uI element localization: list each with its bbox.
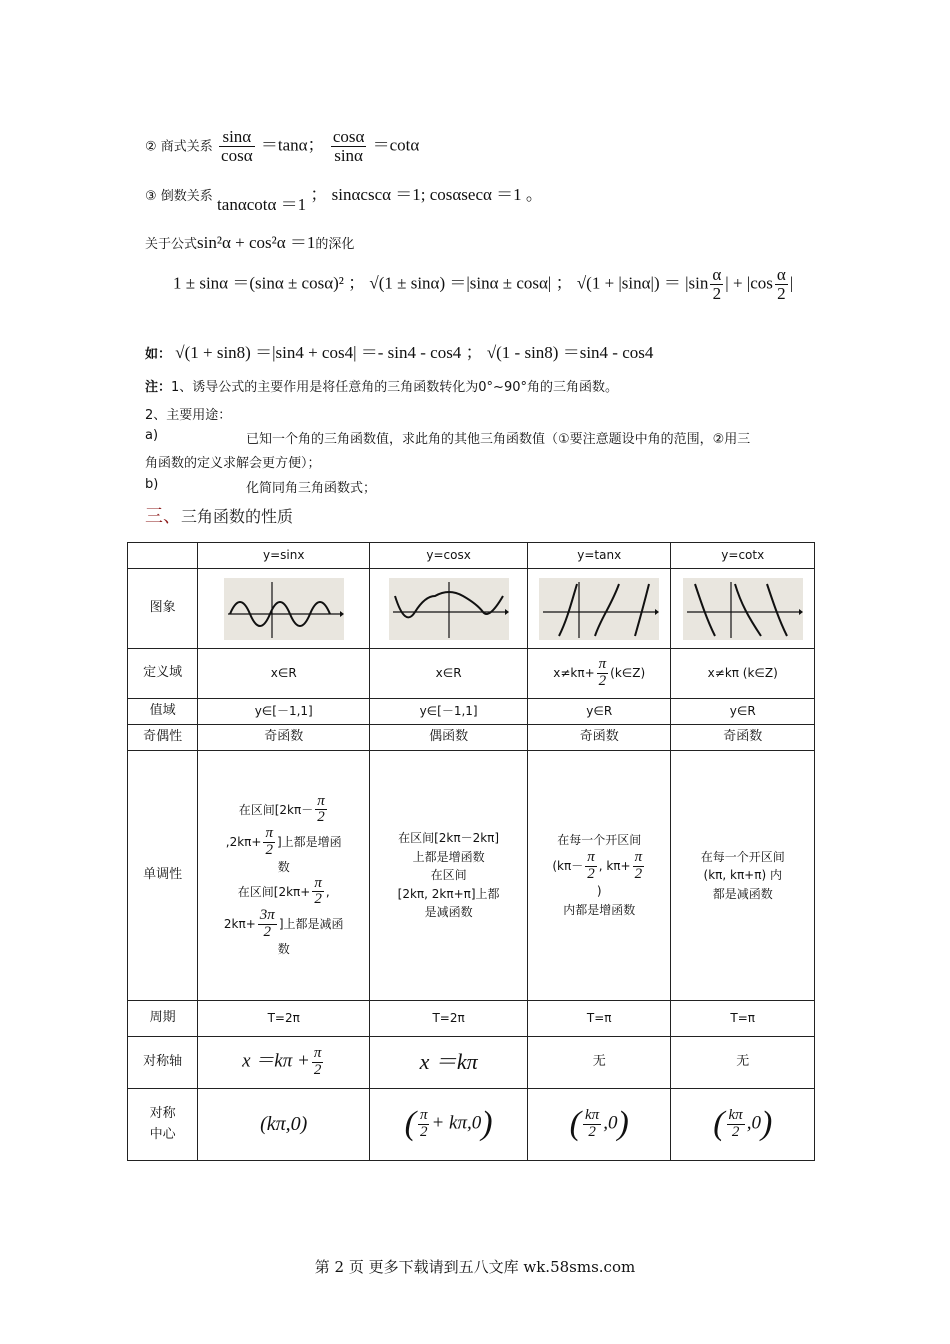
text: 2kπ+ (223, 916, 256, 931)
example-line (145, 338, 653, 363)
mono-sin-line1 (201, 794, 366, 827)
period-mark: 。 (525, 185, 543, 204)
denominator: 2 (712, 283, 722, 303)
row-label-center (128, 1089, 198, 1161)
tan-branch-2 (595, 584, 619, 636)
parity-sin: 奇函数 (198, 725, 370, 751)
formula-abs-part1: √(1 + |sinα|) ＝ |sin (576, 273, 709, 293)
monotonic-tan (527, 751, 671, 1001)
cot-branch-3 (767, 584, 787, 636)
deepened-formulas (173, 266, 793, 303)
numerator: α (712, 265, 722, 284)
example-formula-2: √(1 - sin8) ＝sin4 - cos4 (486, 343, 654, 362)
cot-branch-2 (735, 584, 761, 636)
left-paren: ( (713, 1105, 725, 1143)
column-header-sin: y=sinx (198, 543, 370, 569)
quotient-eq2-rhs: ＝cotα (372, 135, 420, 155)
fraction-kpi-half (583, 1108, 601, 1141)
text: 在区间[2kπ－ (238, 802, 314, 817)
mono-cos-line3: 在区间 (430, 868, 467, 883)
range-tan: y∈R (527, 699, 671, 725)
table-row-axis (128, 1037, 815, 1089)
text: x ＝kπ + (242, 1050, 310, 1072)
example-formula-1: √(1 + sin8) ＝|sin4 + cos4| ＝- sin4 - cos4 (175, 343, 462, 362)
row-label-axis: 对称轴 (128, 1037, 198, 1089)
numerator: π (314, 874, 322, 891)
mono-tan-line1: 在每一个开区间 (557, 833, 642, 848)
row-label-graph: 图象 (128, 569, 198, 649)
mono-cos-line1: 在区间[2kπ－2kπ] (398, 831, 500, 846)
text: , kπ+ (598, 858, 631, 873)
mono-cot-line2: (kπ, kπ+π) 内 (703, 868, 782, 883)
denominator: 2 (263, 923, 272, 940)
denominator: 2 (265, 841, 273, 858)
domain-tan-post: (k∈Z) (610, 666, 646, 680)
note-label: 注： (145, 380, 172, 395)
mono-sin-line5 (201, 908, 366, 941)
mono-cot-line3: 都是减函数 (712, 886, 773, 901)
graph-cell-tan (527, 569, 671, 649)
column-header-tan: y=tanx (527, 543, 671, 569)
fraction-alpha-half-2 (775, 266, 788, 303)
denominator: 2 (587, 865, 595, 882)
example-label: 如： (145, 347, 172, 362)
domain-cos: x∈R (370, 649, 528, 699)
numerator: cosα (332, 127, 365, 146)
numerator: α (776, 265, 786, 284)
reciprocal-relation (145, 180, 543, 214)
mono-cos-line4: [2kπ, 2kπ+π]上都 (397, 886, 500, 901)
table-row-center (128, 1089, 815, 1161)
mono-sin-line3: 数 (277, 859, 290, 874)
table-row-range (128, 699, 815, 725)
mono-cos-line2: 上都是增函数 (412, 849, 485, 864)
denominator: 2 (598, 673, 607, 689)
tan-graph-image (539, 578, 659, 640)
denominator: 2 (634, 865, 643, 882)
mono-sin-line2 (201, 826, 366, 859)
monotonic-cos (370, 751, 528, 1001)
fraction-pi-half (312, 1046, 324, 1079)
domain-tan (527, 649, 671, 699)
numerator: π (313, 1045, 322, 1062)
row-label-monotonic: 单调性 (128, 751, 198, 1001)
text: 对称 (149, 1106, 176, 1122)
fraction-alpha-half (710, 266, 723, 303)
use-a-label: a) (145, 428, 159, 443)
x-axis-arrow (799, 609, 803, 615)
period-cos: T=2π (370, 1001, 528, 1037)
mono-tan-line3: ) (596, 884, 602, 899)
fraction-pi-half (418, 1108, 430, 1141)
denominator: 2 (317, 809, 325, 826)
range-cot: y∈R (671, 699, 815, 725)
axis-cos: x ＝kπ (370, 1037, 528, 1089)
row-label-period: 周期 (128, 1001, 198, 1037)
separator: ； (555, 273, 573, 293)
note-line (145, 376, 618, 395)
note-text: 1、诱导公式的主要作用是将任意角的三角函数转化为0°~90°角的三角函数。 (171, 380, 618, 395)
text: ]上都是减函 (278, 916, 344, 931)
text: , (325, 884, 330, 899)
range-cos: y∈[－1,1] (370, 699, 528, 725)
center-cot (671, 1089, 815, 1161)
period-tan: T=π (527, 1001, 671, 1037)
range-sin: y∈[－1,1] (198, 699, 370, 725)
numerator: π (265, 825, 273, 842)
right-paren: ) (760, 1105, 773, 1143)
numerator: 3π (259, 907, 275, 923)
fraction-pi-half (585, 850, 597, 883)
separator: ； (465, 343, 483, 362)
quotient-eq1-rhs: ＝tanα； (260, 135, 325, 155)
use-b-label: b) (145, 477, 159, 492)
axis-sin (198, 1037, 370, 1089)
cot-branch-1 (695, 584, 715, 636)
numerator: π (587, 848, 595, 865)
numerator: sinα (219, 128, 255, 147)
numerator: kπ (728, 1107, 743, 1124)
tan-branch-1 (559, 584, 577, 636)
identity-tail: 的深化 (315, 237, 355, 252)
row-label-parity: 奇偶性 (128, 725, 198, 751)
reciprocal-eq1: tanαcotα ＝1 (217, 195, 307, 214)
center-cos (370, 1089, 528, 1161)
denominator: 2 (588, 1124, 596, 1140)
left-paren: ( (404, 1105, 416, 1143)
numerator: π (419, 1107, 428, 1124)
identity-deepening (145, 228, 354, 253)
graph-cell-sin (198, 569, 370, 649)
fraction-cos-over-sin (331, 128, 367, 165)
section-heading (145, 502, 293, 528)
text: + kπ,0 (431, 1112, 482, 1134)
quotient-relation (145, 128, 419, 165)
reciprocal-label: ③ 倒数关系 (145, 189, 213, 204)
monotonic-sin (198, 751, 370, 1001)
parity-cos: 偶函数 (370, 725, 528, 751)
cot-graph-image (683, 578, 803, 640)
row-label-domain: 定义域 (128, 649, 198, 699)
formula-abs-part2: | + |cos (725, 273, 773, 293)
left-paren: ( (569, 1105, 581, 1143)
center-tan (527, 1089, 671, 1161)
fraction-pi-half (315, 794, 327, 827)
formula-sqrt: √(1 ± sinα) ＝|sinα ± cosα| (369, 273, 552, 293)
numerator: π (634, 848, 643, 865)
denominator: 2 (314, 891, 322, 908)
denominator: 2 (419, 1124, 428, 1140)
column-header-cos: y=cosx (370, 543, 528, 569)
fraction-pi-half (597, 657, 609, 690)
denominator: 2 (313, 1062, 322, 1078)
fraction-pi-half (633, 850, 645, 883)
period-sin: T=2π (198, 1001, 370, 1037)
quotient-label: ② 商式关系 (145, 139, 213, 155)
text: ,2kπ+ (225, 834, 262, 849)
corner-cell (128, 543, 198, 569)
section-number: 三、 (145, 506, 181, 527)
table-row-domain (128, 649, 815, 699)
text: ]上都是增函 (276, 834, 342, 849)
graph-cell-cot (671, 569, 815, 649)
mono-tan-line2 (531, 850, 668, 883)
fraction-3pi-half (258, 908, 277, 941)
tan-branch-3 (635, 584, 649, 636)
section-title: 三角函数的性质 (181, 507, 294, 526)
use-b-text: 化简同角三角函数式； (246, 481, 377, 496)
table-header-row (128, 543, 815, 569)
table-row-parity (128, 725, 815, 751)
domain-cot: x≠kπ (k∈Z) (671, 649, 815, 699)
table-row-period (128, 1001, 815, 1037)
use-a-text-line2: 角函数的定义求解会更方便）； (145, 456, 321, 471)
formula-square: 1 ± sinα ＝(sinα ± cosα)² (173, 273, 344, 293)
right-paren: ) (617, 1105, 629, 1143)
text: (kπ－ (552, 858, 584, 873)
domain-sin: x∈R (198, 649, 370, 699)
page-footer: 第 2 页 更多下载请到五八文库 wk.58sms.com (314, 1258, 636, 1276)
denominator: 2 (777, 283, 786, 303)
column-header-cot: y=cotx (671, 543, 815, 569)
table-row-monotonic (128, 751, 815, 1001)
mono-sin-line6: 数 (277, 941, 290, 956)
formula-abs-part3: | (789, 273, 794, 293)
fraction-pi-half (312, 876, 324, 909)
separator: ； (310, 185, 328, 204)
sin-graph-image (224, 578, 344, 640)
period-cot: T=π (671, 1001, 815, 1037)
text: 中心 (149, 1126, 176, 1142)
axis-cot: 无 (671, 1037, 815, 1089)
separator: ； (348, 273, 366, 293)
table-row-graph (128, 569, 815, 649)
graph-cell-cos (370, 569, 528, 649)
axis-tan: 无 (527, 1037, 671, 1089)
pythagorean-identity: sin²α + cos²α ＝1 (197, 233, 316, 252)
center-sin: (kπ,0) (198, 1089, 370, 1161)
denominator: sinα (334, 145, 363, 165)
mono-tan-line4: 内都是增函数 (563, 903, 636, 918)
reciprocal-eq2: sinαcscα ＝1; cosαsecα ＝1 (331, 185, 522, 204)
text: ,0 (746, 1112, 761, 1134)
fraction-kpi-half (727, 1108, 745, 1141)
fraction-pi-half (263, 826, 275, 859)
x-axis-arrow (655, 609, 659, 615)
numerator: π (598, 656, 607, 673)
uses-title: 2、主要用途： (145, 408, 232, 423)
fraction-sin-over-cos (219, 128, 255, 165)
parity-tan: 奇函数 (527, 725, 671, 751)
domain-tan-pre: x≠kπ+ (553, 666, 595, 680)
monotonic-cot (671, 751, 815, 1001)
x-axis-arrow (340, 611, 344, 617)
text: ,0 (603, 1112, 618, 1134)
parity-cot: 奇函数 (671, 725, 815, 751)
mono-cot-line1: 在每一个开区间 (700, 849, 785, 864)
trig-properties-table (127, 542, 815, 1161)
numerator: kπ (585, 1107, 600, 1124)
identity-label: 关于公式 (145, 237, 198, 252)
text: 在区间[2kπ+ (237, 884, 311, 899)
right-paren: ) (481, 1105, 493, 1143)
denominator: cosα (221, 145, 253, 165)
denominator: 2 (731, 1124, 740, 1140)
numerator: π (317, 792, 325, 809)
use-a-text-line1: 已知一个角的三角函数值，求此角的其他三角函数值（①要注意题设中角的范围，②用三 (246, 432, 751, 447)
cos-graph-image (389, 578, 509, 640)
mono-cos-line5: 是减函数 (424, 905, 473, 920)
row-label-range: 值域 (128, 699, 198, 725)
x-axis-arrow (505, 609, 509, 615)
mono-sin-line4 (201, 876, 366, 909)
